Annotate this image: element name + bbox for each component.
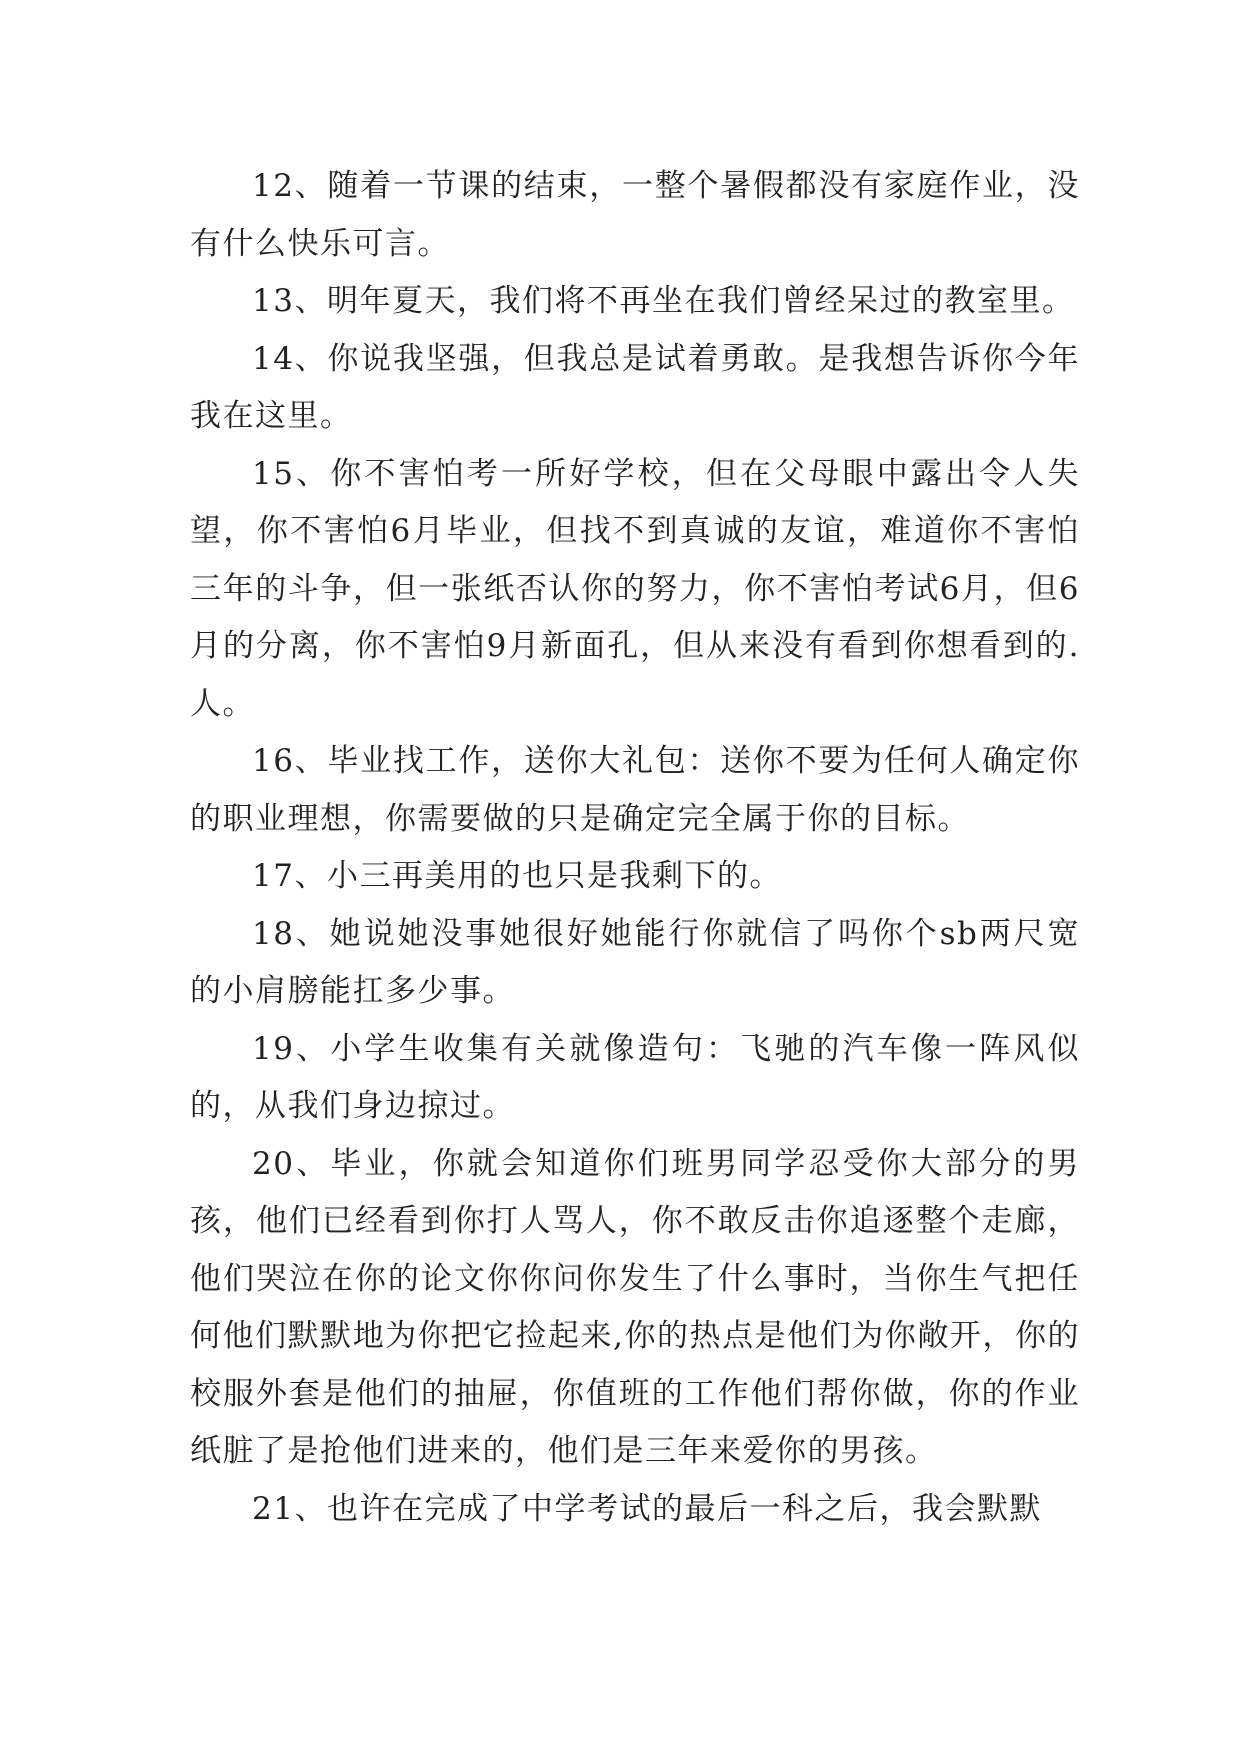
- paragraph-12: 12、随着一节课的结束，一整个暑假都没有家庭作业，没有什么快乐可言。: [190, 168, 1080, 262]
- paragraph-16: 16、毕业找工作，送你大礼包：送你不要为任何人确定你的职业理想，你需要做的只是确定完全属于你的目标。: [190, 743, 1080, 837]
- paragraph-21: 21、也许在完成了中学考试的最后一科之后，我会默默: [252, 1490, 1042, 1527]
- paragraph-17: 17、小三再美用的也只是我剩下的。: [252, 858, 782, 894]
- paragraph-19: 19、小学生收集有关就像造句：飞驰的汽车像一阵风似的，从我们身边掠过。: [190, 1030, 1080, 1124]
- paragraph-15: 15、你不害怕考一所好学校，但在父母眼中露出令人失望，你不害怕6月毕业，但找不到真诚的友谊，难道你不害怕三年的斗争，但一张纸否认你的努力，你不害怕考试6月，但6月的分离，你不害怕9月新面孔，但从来没有看到你想看到的.人。: [190, 455, 1080, 722]
- paragraph-13: 13、明年夏天，我们将不再坐在我们曾经呆过的教室里。: [252, 283, 1075, 319]
- paragraph-20: 20、毕业，你就会知道你们班男同学忍受你大部分的男孩，他们已经看到你打人骂人，你不敢反击你追逐整个走廊，他们哭泣在你的论文你你问你发生了什么事时，当你生气把任何他们默默地为你把它捡起来,你的热点是他们为你敞开，你的校服外套是他们的抽屉，你值班的工作他们帮你做，你的作业纸脏了是抢他们进来的，他们是三年来爱你的男孩。: [190, 1145, 1080, 1469]
- paragraph-14: 14、你说我坚强，但我总是试着勇敢。是我想告诉你今年我在这里。: [190, 340, 1080, 434]
- document-body: [190, 158, 1080, 1538]
- paragraph-18: 18、她说她没事她很好她能行你就信了吗你个sb两尺宽的小肩膀能扛多少事。: [190, 915, 1080, 1009]
